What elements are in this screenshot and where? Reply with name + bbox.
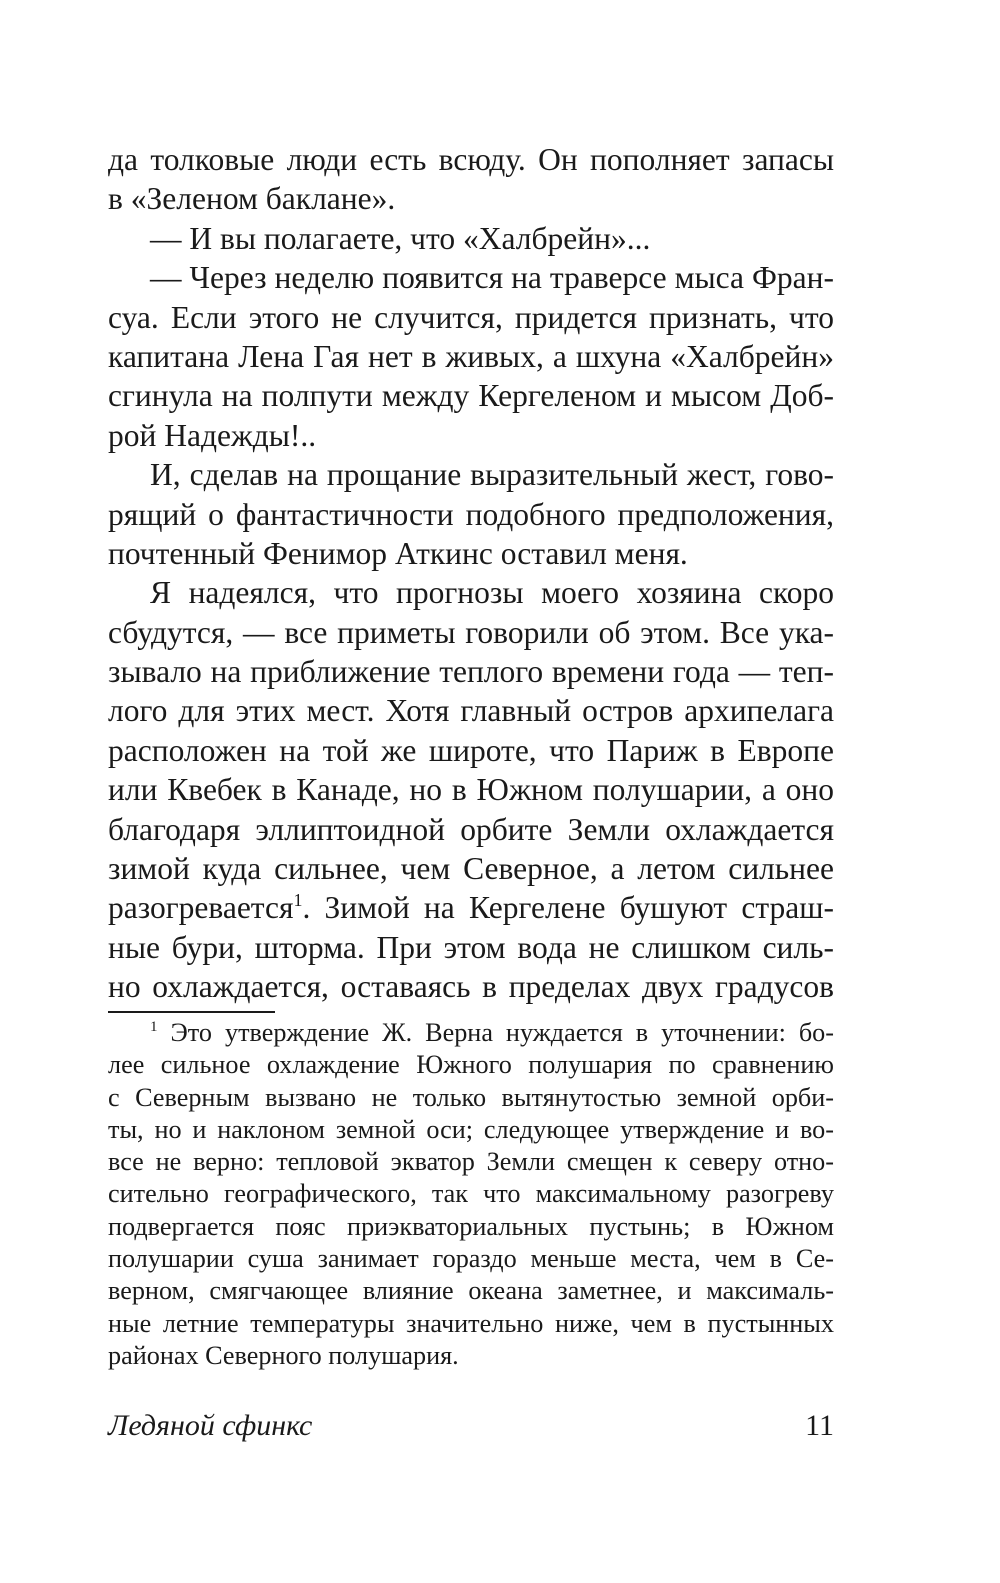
paragraph-first-line: И, сделав на прощание выразительный жест, гово-	[150, 457, 834, 493]
footnote-line: верном, смягчающее влияние океана заметнее, и максималь-	[108, 1276, 834, 1306]
dialogue-line: — Через неделю появится на траверсе мыса Фран-	[150, 260, 834, 296]
running-title: Ледяной сфинкс	[108, 1409, 313, 1442]
text-line: расположен на той же широте, что Париж в Европе	[108, 732, 834, 768]
footnote-line: ты, но и наклоном земной оси; следующее утверждение и во-	[108, 1114, 834, 1144]
text-fragment: Это утверждение Ж. Верна нуждается в уточнении: бо-	[170, 1018, 835, 1047]
text-line: капитана Лена Гая нет в живых, а шхуна «Халбрейн»	[108, 338, 834, 374]
footnote-line: все не верно: тепловой экватор Земли смещен к северу отно-	[108, 1147, 834, 1177]
page-footer	[108, 1406, 834, 1446]
dialogue-line: — И вы полагаете, что «Халбрейн»...	[150, 220, 651, 256]
footnote	[108, 1017, 834, 1372]
text-line: суа. Если этого не случится, придется признать, что	[108, 299, 834, 335]
footnote-line: с Северным вызвано не только вытянутостью земной орби-	[108, 1082, 834, 1112]
footnote-line	[108, 1017, 834, 1049]
text-line: лого для этих мест. Хотя главный остров архипелага	[108, 693, 834, 729]
text-line: но охлаждается, оставаясь в пределах двух градусов	[108, 969, 834, 1005]
text-line: зывало на приближение теплого времени года — теп-	[108, 654, 834, 690]
footnote-marker: 1	[150, 1019, 158, 1035]
page-number: 11	[805, 1409, 834, 1442]
footnote-line: районах Северного полушария.	[108, 1340, 459, 1370]
footnote-ref[interactable]: 1	[293, 890, 303, 911]
text-line: сбудутся, — все приметы говорили об этом. Все ука-	[108, 614, 834, 650]
text-fragment: разогревается	[108, 890, 294, 926]
text-line: или Квебек в Канаде, но в Южном полушарии, а оно	[108, 772, 834, 808]
footnote-line: ные летние температуры значительно ниже, чем в пустынных	[108, 1308, 834, 1338]
footnote-separator	[108, 1011, 275, 1013]
text-line: почтенный Фенимор Аткинс оставил меня.	[108, 535, 688, 571]
footnote-line: лее сильное охлаждение Южного полушария по сравнению	[108, 1050, 834, 1080]
text-line: рой Надежды!..	[108, 417, 317, 453]
text-fragment: Зимой на Кергелене бушуют страш-	[324, 890, 834, 926]
text-line: зимой куда сильнее, чем Северное, а летом сильнее	[108, 851, 834, 887]
text-line: благодаря эллиптоидной орбите Земли охлаждается	[108, 811, 834, 847]
text-line: в «Зеленом баклане».	[108, 181, 396, 217]
main-text	[108, 140, 834, 1007]
text-fragment: .	[302, 890, 311, 926]
text-line: сгинула на полпути между Кергеленом и мысом Доб-	[108, 378, 834, 414]
text-line-with-footnote-ref	[108, 888, 834, 927]
footnote-line: сительно географического, так что максимальному разогреву	[108, 1179, 834, 1209]
footnote-line: полушарии суша занимает гораздо меньше места, чем в Се-	[108, 1244, 834, 1274]
paragraph-first-line: Я надеялся, что прогнозы моего хозяина скоро	[150, 575, 834, 611]
text-line: да толковые люди есть всюду. Он пополняет запасы	[108, 142, 834, 177]
text-line: ные бури, шторма. При этом вода не слишком силь-	[108, 929, 834, 965]
text-line: рящий о фантастичности подобного предположения,	[108, 496, 834, 532]
footnote-line: подвергается пояс приэкваториальных пустынь; в Южном	[108, 1211, 834, 1241]
